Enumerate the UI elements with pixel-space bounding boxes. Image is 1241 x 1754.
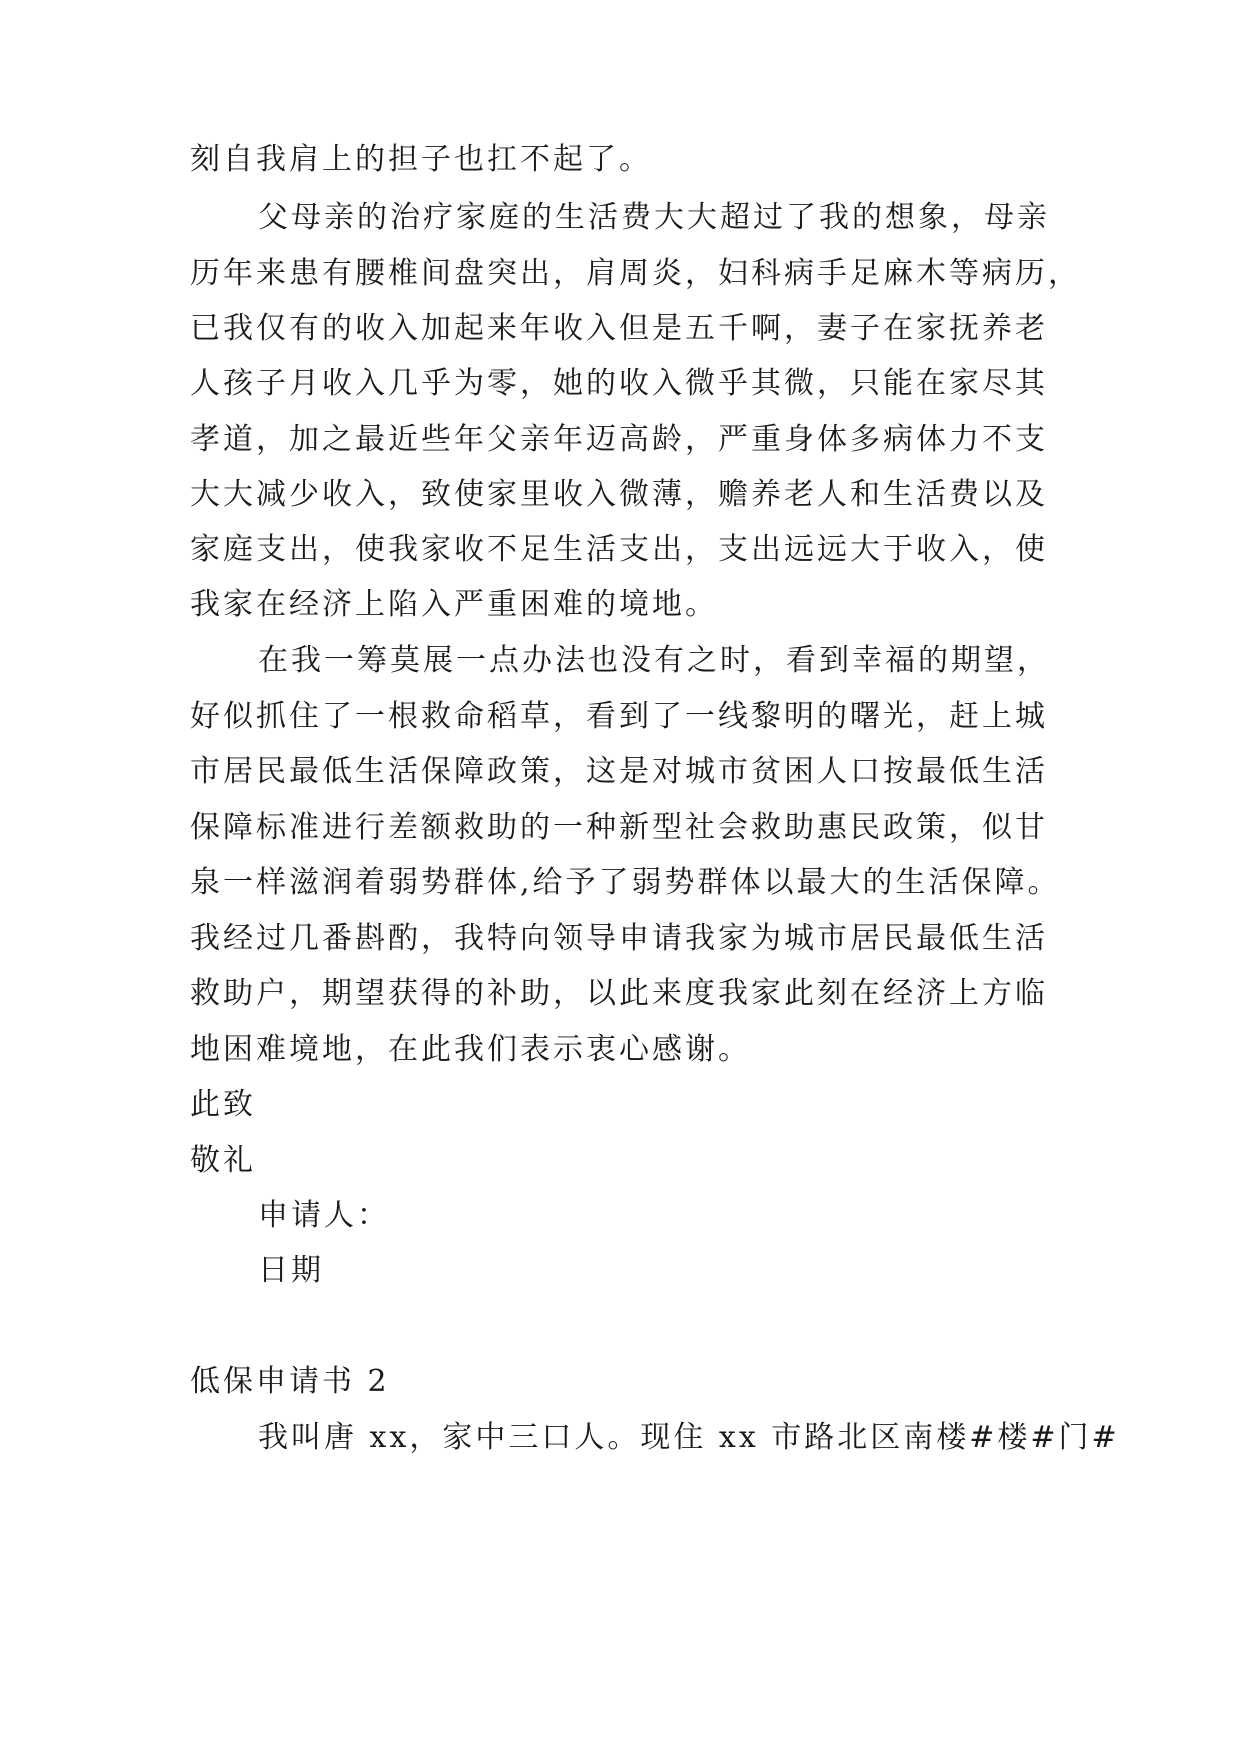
text-line: 救助户，期望获得的补助，以此来度我家此刻在经济上方临: [190, 976, 1048, 1011]
text-line: 地困难境地，在此我们表示衷心感谢。: [190, 1032, 751, 1067]
text-line: 家庭支出，使我家收不足生活支出，支出远远大于收入，使: [190, 532, 1048, 567]
text-line: 市居民最低生活保障政策，这是对城市贫困人口按最低生活: [190, 754, 1048, 789]
closing-salutation: 此致: [190, 1087, 256, 1122]
text-line: 孝道，加之最近些年父亲年迈高龄，严重身体多病体力不支: [190, 422, 1048, 457]
text-line: 好似抓住了一根救命稻草，看到了一线黎明的曙光，赶上城: [190, 699, 1048, 734]
text-line: 泉一样滋润着弱势群体,给予了弱势群体以最大的生活保障。: [190, 865, 1061, 900]
section-title: 低保申请书 2: [190, 1364, 390, 1399]
text-line: 历年来患有腰椎间盘突出，肩周炎，妇科病手足麻木等病历，: [190, 256, 1081, 291]
text-line: 我经过几番斟酌，我特向领导申请我家为城市居民最低生活: [190, 921, 1048, 956]
applicant-label: 申请人：: [258, 1198, 390, 1233]
text-line: 人孩子月收入几乎为零，她的收入微乎其微，只能在家尽其: [190, 366, 1048, 401]
closing-regards: 敬礼: [190, 1143, 256, 1178]
text-line: 已我仅有的收入加起来年收入但是五千啊，妻子在家抚养老: [190, 311, 1048, 346]
text-line: 大大减少收入，致使家里收入微薄，赡养老人和生活费以及: [190, 477, 1048, 512]
text-line: 我叫唐 xx，家中三口人。现住 xx 市路北区南楼#楼#门#: [258, 1420, 1120, 1455]
text-line: 刻自我肩上的担子也扛不起了。: [190, 142, 652, 177]
text-line: 父母亲的治疗家庭的生活费大大超过了我的想象，母亲: [258, 200, 1050, 235]
date-label: 日期: [258, 1253, 324, 1288]
text-line: 我家在经济上陷入严重困难的境地。: [190, 587, 718, 622]
text-line: 在我一筹莫展一点办法也没有之时，看到幸福的期望，: [258, 643, 1050, 678]
text-line: 保障标准进行差额救助的一种新型社会救助惠民政策，似甘: [190, 810, 1048, 845]
